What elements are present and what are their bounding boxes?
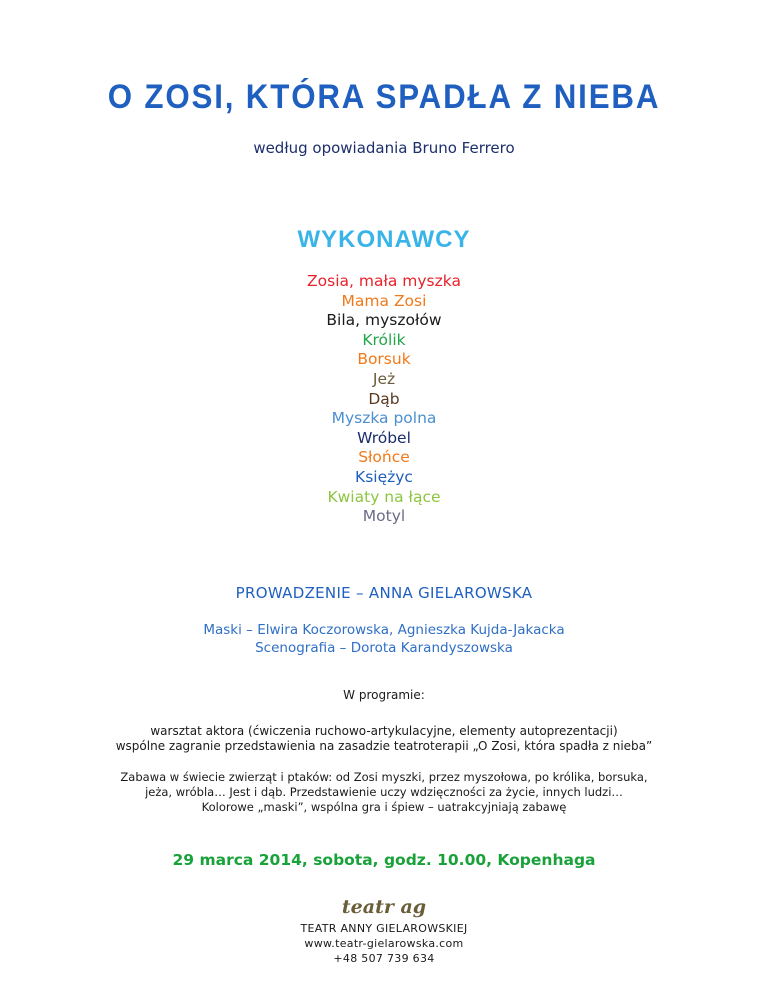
program-label: W programie: bbox=[343, 688, 425, 702]
website-link[interactable]: www.teatr-gielarowska.com bbox=[304, 937, 464, 950]
theatre-logo: teatr ag bbox=[341, 896, 427, 918]
org-name: TEATR ANNY GIELAROWSKIEJ bbox=[300, 922, 468, 935]
cast-role: Jeż bbox=[372, 369, 396, 388]
cast-role: Królik bbox=[362, 330, 406, 349]
cast-role: Mama Zosi bbox=[341, 291, 427, 310]
program-line: wspólne zagranie przedstawienia na zasadzie teatroterapii „O Zosi, która spadła z nieba” bbox=[115, 739, 653, 753]
program-description bbox=[0, 770, 768, 815]
cast-role: Bila, myszołów bbox=[326, 311, 442, 330]
production-credits bbox=[0, 621, 768, 657]
cast-role: Słońce bbox=[358, 448, 410, 467]
masks-credit: Maski – Elwira Koczorowska, Agnieszka Kujda-Jakacka bbox=[203, 622, 565, 638]
cast-role: Myszka polna bbox=[331, 409, 437, 428]
cast-role: Kwiaty na łące bbox=[327, 487, 441, 506]
cast-role: Borsuk bbox=[357, 350, 411, 369]
cast-heading: WYKONAWCY bbox=[297, 226, 471, 253]
program-lines bbox=[0, 724, 768, 754]
poster-subtitle: według opowiadania Bruno Ferrero bbox=[253, 139, 515, 157]
cast-role: Księżyc bbox=[355, 467, 413, 486]
cast-role: Zosia, mała myszka bbox=[307, 272, 461, 290]
phone-number: +48 507 739 634 bbox=[333, 952, 435, 965]
description-line: Zabawa w świecie zwierząt i ptaków: od Zosi myszki, przez myszołowa, po królika, borsuka, bbox=[120, 770, 648, 784]
cast-list bbox=[0, 272, 768, 527]
director-credit: PROWADZENIE – ANNA GIELAROWSKA bbox=[235, 584, 533, 602]
contact-footer bbox=[0, 921, 768, 966]
description-line: jeża, wróbla… Jest i dąb. Przedstawienie uczy wdzięczności za życie, innych ludzi… bbox=[145, 785, 623, 799]
scenography-credit: Scenografia – Dorota Karandyszowska bbox=[255, 640, 513, 656]
cast-role: Dąb bbox=[368, 389, 400, 408]
program-line: warsztat aktora (ćwiczenia ruchowo-artykulacyjne, elementy autoprezentacji) bbox=[150, 724, 618, 738]
cast-role: Wróbel bbox=[357, 428, 411, 447]
poster-title: O ZOSI, KTÓRA SPADŁA Z NIEBA bbox=[107, 78, 661, 116]
description-line: Kolorowe „maski”, wspólna gra i śpiew – uatrakcyjniają zabawę bbox=[201, 800, 567, 814]
cast-role: Motyl bbox=[362, 507, 406, 526]
event-datetime: 29 marca 2014, sobota, godz. 10.00, Kopenhaga bbox=[172, 851, 596, 869]
